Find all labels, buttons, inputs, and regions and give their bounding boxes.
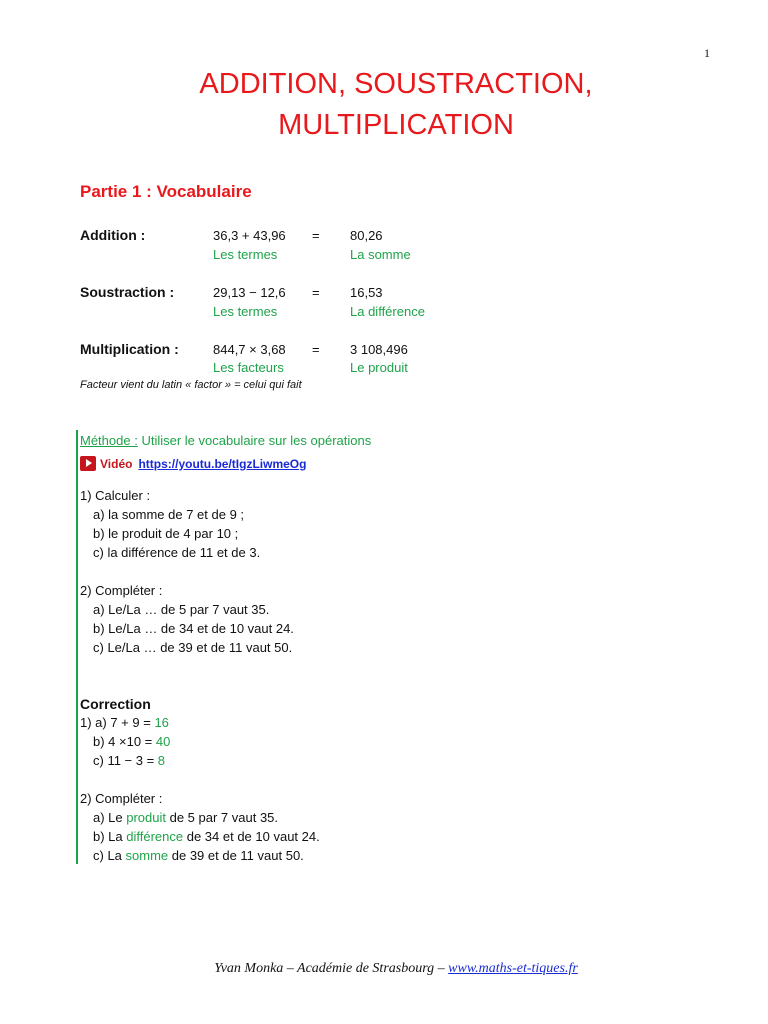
correction2-line bbox=[93, 829, 320, 844]
correction-answer: 40 bbox=[155, 734, 171, 749]
vocab-equals: = bbox=[312, 342, 320, 357]
correction2-heading: 2) Compléter : bbox=[80, 791, 163, 806]
correction-suffix: de 5 par 7 vaut 35. bbox=[166, 810, 279, 825]
correction-answer: somme bbox=[125, 848, 169, 863]
correction-prefix: b) La bbox=[93, 829, 127, 844]
section-title: Partie 1 : Vocabulaire bbox=[80, 182, 252, 201]
exercise1-item: a) la somme de 7 et de 9 ; bbox=[93, 507, 245, 522]
footer-link[interactable]: www.maths-et-tiques.fr bbox=[448, 961, 578, 976]
vocab-result-name: La différence bbox=[350, 304, 425, 319]
vocab-term-name: Les termes bbox=[213, 247, 278, 262]
correction2-line bbox=[93, 848, 304, 863]
page-title-line1: ADDITION, SOUSTRACTION, bbox=[199, 68, 593, 100]
correction-prefix: 1) a) 7 + 9 = bbox=[80, 715, 155, 730]
exercise2-item: b) Le/La … de 34 et de 10 vaut 24. bbox=[93, 621, 294, 636]
vocab-result: 16,53 bbox=[350, 285, 383, 300]
correction1-line bbox=[80, 715, 169, 730]
footer-author: Yvan Monka – Académie de Strasbourg – bbox=[214, 961, 449, 976]
page-number: 1 bbox=[704, 46, 710, 60]
vocab-expression: 844,7 × 3,68 bbox=[213, 342, 286, 357]
correction-answer: 16 bbox=[154, 715, 169, 730]
footer bbox=[0, 961, 768, 977]
correction-heading: Correction bbox=[80, 696, 151, 712]
vocab-result: 80,26 bbox=[350, 228, 383, 243]
correction1-line bbox=[93, 734, 170, 749]
correction-prefix: a) Le bbox=[93, 810, 127, 825]
vocab-result-name: La somme bbox=[350, 247, 411, 262]
exercise1-heading: 1) Calculer : bbox=[80, 488, 151, 503]
correction-prefix: b) 4 ×10 = bbox=[93, 734, 156, 749]
correction-answer: 8 bbox=[157, 753, 166, 768]
vocab-equals: = bbox=[312, 285, 320, 300]
correction-answer: produit bbox=[126, 810, 166, 825]
vocab-equals: = bbox=[312, 228, 320, 243]
correction-prefix: c) La bbox=[93, 848, 126, 863]
method-heading bbox=[80, 433, 371, 448]
vocab-expression: 29,13 − 12,6 bbox=[213, 285, 286, 300]
vocab-result-name: Le produit bbox=[350, 360, 408, 375]
correction-prefix: c) 11 − 3 = bbox=[93, 753, 158, 768]
vocab-label: Addition : bbox=[80, 227, 146, 243]
video-label: Vidéo bbox=[100, 457, 133, 471]
correction1-line bbox=[93, 753, 165, 768]
method-text: Utiliser le vocabulaire sur les opérations bbox=[137, 433, 372, 448]
exercise2-item: c) Le/La … de 39 et de 11 vaut 50. bbox=[93, 640, 293, 655]
vocab-expression: 36,3 + 43,96 bbox=[213, 228, 286, 243]
method-label: Méthode : bbox=[80, 433, 138, 448]
video-play-icon[interactable] bbox=[80, 456, 96, 471]
exercise1-item: c) la différence de 11 et de 3. bbox=[93, 545, 261, 560]
page-title bbox=[0, 64, 768, 146]
page-title-line2: MULTIPLICATION bbox=[278, 109, 514, 141]
video-line bbox=[80, 456, 306, 471]
exercise2-item: a) Le/La … de 5 par 7 vaut 35. bbox=[93, 602, 270, 617]
vocab-label: Multiplication : bbox=[80, 341, 179, 357]
correction2-line bbox=[93, 810, 278, 825]
exercise2-heading: 2) Compléter : bbox=[80, 583, 163, 598]
vocab-label: Soustraction : bbox=[80, 284, 175, 300]
correction-suffix: de 39 et de 11 vaut 50. bbox=[168, 848, 304, 863]
vocab-term-name: Les termes bbox=[213, 304, 278, 319]
correction-suffix: de 34 et de 10 vaut 24. bbox=[183, 829, 320, 844]
exercise1-item: b) le produit de 4 par 10 ; bbox=[93, 526, 239, 541]
vocab-term-name: Les facteurs bbox=[213, 360, 284, 375]
vocab-result: 3 108,496 bbox=[350, 342, 408, 357]
correction-answer: différence bbox=[126, 829, 184, 844]
video-link[interactable]: https://youtu.be/tIgzLiwmeOg bbox=[138, 457, 307, 471]
etymology-note: Facteur vient du latin « factor » = celui qui fait bbox=[80, 379, 302, 391]
